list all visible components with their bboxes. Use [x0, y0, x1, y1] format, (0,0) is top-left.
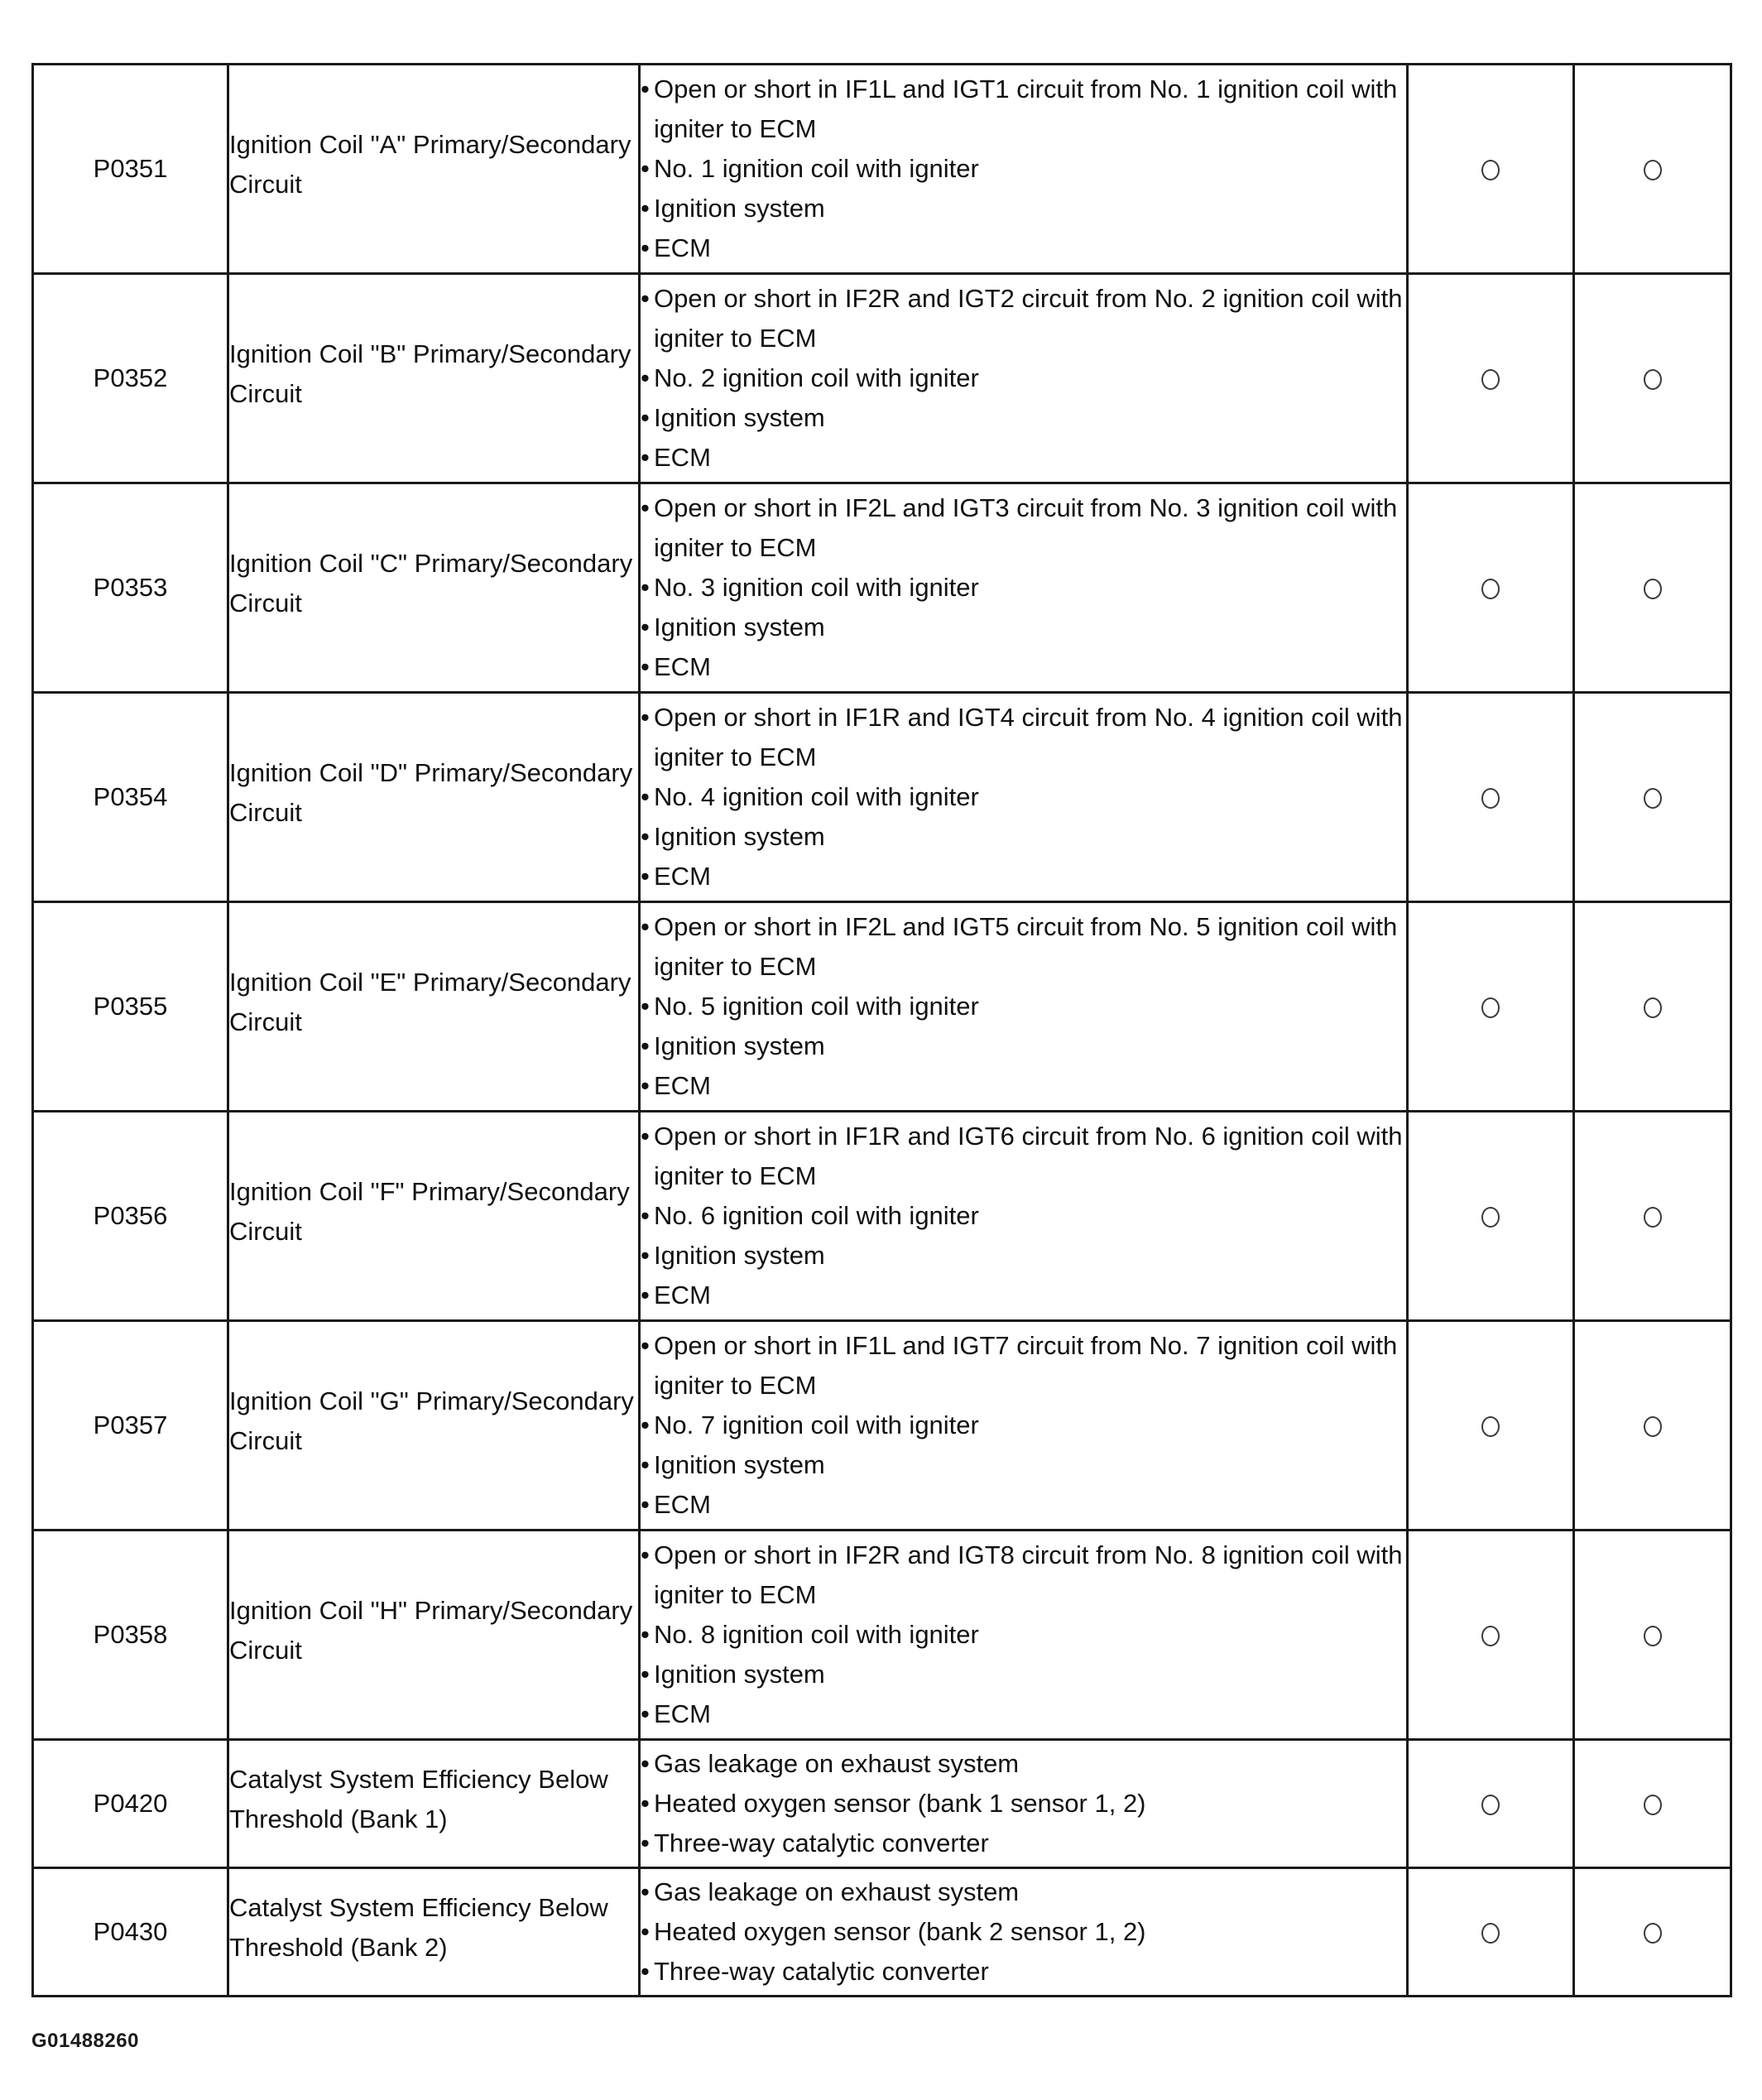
table-row [33, 1321, 1731, 1531]
table-row [33, 483, 1731, 693]
table-row [33, 1868, 1731, 1997]
circle-icon [1644, 369, 1662, 390]
memory-indicator [1574, 1321, 1731, 1531]
circle-icon [1644, 1795, 1662, 1815]
trouble-area-item: • Open or short in IF1R and IGT6 circuit from No. 6 ignition coil with igniter to ECM [641, 1117, 1406, 1196]
table-row [33, 693, 1731, 902]
trouble-area-item: • Ignition system [641, 398, 1406, 438]
dtc-code: P0355 [33, 902, 228, 1112]
trouble-area-item: • Heated oxygen sensor (bank 2 sensor 1, 2) [641, 1912, 1406, 1952]
dtc-detection-item [228, 1740, 640, 1868]
circle-icon [1644, 160, 1662, 180]
dtc-code: P0353 [33, 483, 228, 693]
trouble-area-item: • Ignition system [641, 608, 1406, 647]
trouble-area-list [641, 1744, 1406, 1863]
circle-icon [1481, 1416, 1500, 1437]
dtc-code: P0357 [33, 1321, 228, 1531]
dtc-table-body [33, 65, 1731, 1997]
trouble-area-item: • ECM [641, 1485, 1406, 1525]
trouble-area-item: • Ignition system [641, 1445, 1406, 1485]
trouble-area-list [641, 1535, 1406, 1734]
circle-icon [1481, 1923, 1500, 1944]
trouble-area-item: • ECM [641, 1066, 1406, 1106]
dtc-detection-item [228, 1868, 640, 1997]
dtc-detection-item-text: Ignition Coil "C" Primary/Secondary Circuit [229, 549, 633, 618]
trouble-area-item: • Open or short in IF2L and IGT3 circuit from No. 3 ignition coil with igniter to ECM [641, 488, 1406, 568]
dtc-detection-item [228, 902, 640, 1112]
mil-indicator [1408, 1112, 1574, 1321]
trouble-area-item: • Open or short in IF1L and IGT1 circuit from No. 1 ignition coil with igniter to ECM [641, 70, 1406, 149]
trouble-area [640, 1321, 1408, 1531]
dtc-code: P0351 [33, 65, 228, 274]
trouble-area [640, 693, 1408, 902]
memory-indicator [1574, 483, 1731, 693]
table-row [33, 1112, 1731, 1321]
dtc-detection-item [228, 1321, 640, 1531]
dtc-code: P0352 [33, 274, 228, 483]
circle-icon [1481, 1207, 1500, 1228]
table-row [33, 1531, 1731, 1740]
circle-icon [1644, 788, 1662, 809]
trouble-area-item: • No. 2 ignition coil with igniter [641, 358, 1406, 398]
mil-indicator [1408, 693, 1574, 902]
dtc-detection-item-text: Catalyst System Efficiency Below Threshold (Bank 1) [229, 1765, 608, 1833]
memory-indicator [1574, 1531, 1731, 1740]
trouble-area [640, 483, 1408, 693]
trouble-area [640, 274, 1408, 483]
memory-indicator [1574, 693, 1731, 902]
trouble-area-item: • ECM [641, 647, 1406, 687]
dtc-detection-item-text: Ignition Coil "H" Primary/Secondary Circuit [229, 1596, 633, 1665]
circle-icon [1481, 997, 1500, 1018]
dtc-detection-item [228, 1531, 640, 1740]
trouble-area-item: • ECM [641, 857, 1406, 896]
trouble-area [640, 1740, 1408, 1868]
trouble-area-item: • Heated oxygen sensor (bank 1 sensor 1, 2) [641, 1784, 1406, 1824]
mil-indicator [1408, 902, 1574, 1112]
mil-indicator [1408, 274, 1574, 483]
dtc-code: P0356 [33, 1112, 228, 1321]
table-row [33, 902, 1731, 1112]
trouble-area [640, 1868, 1408, 1997]
mil-indicator [1408, 483, 1574, 693]
circle-icon [1481, 1795, 1500, 1815]
dtc-detection-item [228, 483, 640, 693]
trouble-area-list [641, 1326, 1406, 1525]
dtc-code: P0420 [33, 1740, 228, 1868]
table-row [33, 65, 1731, 274]
trouble-area-item: • No. 3 ignition coil with igniter [641, 568, 1406, 608]
trouble-area-item: • Open or short in IF2R and IGT2 circuit from No. 2 ignition coil with igniter to ECM [641, 279, 1406, 358]
dtc-table [31, 63, 1732, 1997]
mil-indicator [1408, 1531, 1574, 1740]
memory-indicator [1574, 1868, 1731, 1997]
trouble-area-item: • Ignition system [641, 1236, 1406, 1276]
circle-icon [1644, 1923, 1662, 1944]
trouble-area-item: • Three-way catalytic converter [641, 1824, 1406, 1863]
circle-icon [1644, 1207, 1662, 1228]
circle-icon [1481, 369, 1500, 390]
circle-icon [1481, 579, 1500, 599]
trouble-area [640, 65, 1408, 274]
dtc-detection-item-text: Ignition Coil "E" Primary/Secondary Circuit [229, 968, 631, 1036]
dtc-detection-item-text: Ignition Coil "B" Primary/Secondary Circuit [229, 339, 631, 408]
figure-id: G01488260 [31, 2030, 139, 2052]
trouble-area-item: • Open or short in IF2R and IGT8 circuit from No. 8 ignition coil with igniter to ECM [641, 1535, 1406, 1615]
trouble-area-item: • No. 7 ignition coil with igniter [641, 1406, 1406, 1445]
trouble-area-item: • ECM [641, 1276, 1406, 1315]
trouble-area-item: • Open or short in IF1L and IGT7 circuit from No. 7 ignition coil with igniter to ECM [641, 1326, 1406, 1406]
dtc-detection-item [228, 693, 640, 902]
trouble-area-item: • No. 8 ignition coil with igniter [641, 1615, 1406, 1655]
circle-icon [1644, 579, 1662, 599]
circle-icon [1644, 1416, 1662, 1437]
trouble-area-item: • Gas leakage on exhaust system [641, 1744, 1406, 1784]
mil-indicator [1408, 65, 1574, 274]
trouble-area-item: • Ignition system [641, 1655, 1406, 1694]
trouble-area-list [641, 907, 1406, 1106]
trouble-area-item: • ECM [641, 228, 1406, 268]
trouble-area-list [641, 70, 1406, 268]
memory-indicator [1574, 65, 1731, 274]
trouble-area-item: • Ignition system [641, 817, 1406, 857]
trouble-area-item: • ECM [641, 1694, 1406, 1734]
dtc-detection-item [228, 65, 640, 274]
dtc-detection-item-text: Ignition Coil "A" Primary/Secondary Circuit [229, 130, 631, 199]
memory-indicator [1574, 902, 1731, 1112]
dtc-code: P0358 [33, 1531, 228, 1740]
trouble-area-list [641, 698, 1406, 896]
trouble-area-item: • No. 5 ignition coil with igniter [641, 987, 1406, 1026]
trouble-area-item: • Open or short in IF1R and IGT4 circuit from No. 4 ignition coil with igniter to ECM [641, 698, 1406, 777]
memory-indicator [1574, 1112, 1731, 1321]
trouble-area-item: • No. 4 ignition coil with igniter [641, 777, 1406, 817]
mil-indicator [1408, 1321, 1574, 1531]
circle-icon [1481, 1626, 1500, 1646]
trouble-area [640, 902, 1408, 1112]
dtc-detection-item-text: Ignition Coil "F" Primary/Secondary Circuit [229, 1177, 630, 1246]
trouble-area-item: • Ignition system [641, 1026, 1406, 1066]
trouble-area-item: • No. 6 ignition coil with igniter [641, 1196, 1406, 1236]
trouble-area-item: • No. 1 ignition coil with igniter [641, 149, 1406, 189]
circle-icon [1644, 997, 1662, 1018]
dtc-detection-item-text: Ignition Coil "D" Primary/Secondary Circuit [229, 758, 633, 827]
dtc-detection-item-text: Catalyst System Efficiency Below Threshold (Bank 2) [229, 1893, 608, 1962]
dtc-detection-item [228, 274, 640, 483]
mil-indicator [1408, 1740, 1574, 1868]
table-row [33, 274, 1731, 483]
dtc-code: P0430 [33, 1868, 228, 1997]
trouble-area [640, 1531, 1408, 1740]
trouble-area-item: • ECM [641, 438, 1406, 478]
circle-icon [1644, 1626, 1662, 1646]
trouble-area-item: • Three-way catalytic converter [641, 1952, 1406, 1992]
memory-indicator [1574, 1740, 1731, 1868]
mil-indicator [1408, 1868, 1574, 1997]
trouble-area-list [641, 488, 1406, 687]
trouble-area-list [641, 1872, 1406, 1992]
trouble-area-list [641, 279, 1406, 478]
trouble-area [640, 1112, 1408, 1321]
dtc-code: P0354 [33, 693, 228, 902]
trouble-area-item: • Ignition system [641, 189, 1406, 228]
dtc-detection-item [228, 1112, 640, 1321]
circle-icon [1481, 160, 1500, 180]
circle-icon [1481, 788, 1500, 809]
trouble-area-item: • Gas leakage on exhaust system [641, 1872, 1406, 1912]
dtc-detection-item-text: Ignition Coil "G" Primary/Secondary Circuit [229, 1386, 634, 1455]
trouble-area-item: • Open or short in IF2L and IGT5 circuit from No. 5 ignition coil with igniter to ECM [641, 907, 1406, 987]
memory-indicator [1574, 274, 1731, 483]
table-row [33, 1740, 1731, 1868]
trouble-area-list [641, 1117, 1406, 1315]
